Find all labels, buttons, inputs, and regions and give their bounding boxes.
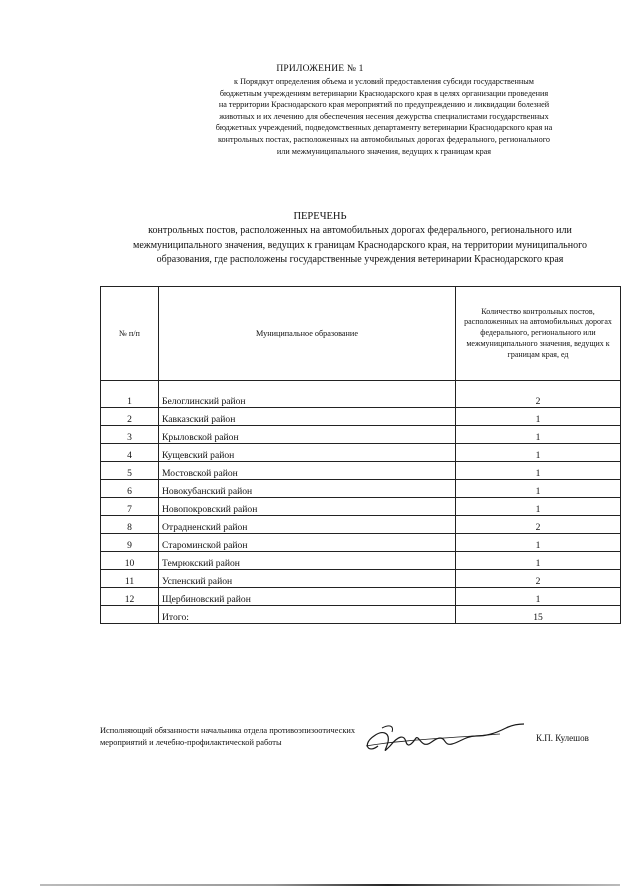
- row-num: 4: [101, 444, 159, 462]
- row-num: 8: [101, 516, 159, 534]
- appendix-subtitle: [186, 76, 582, 157]
- table-row: [101, 480, 621, 498]
- table-row: [101, 570, 621, 588]
- scan-edge-divider: [40, 884, 620, 886]
- handwritten-signature: [360, 716, 530, 764]
- table-row: [101, 381, 621, 408]
- list-subtitle-line: межмуниципального значения, ведущих к границам Краснодарского края, на территории муниципального: [133, 239, 587, 251]
- table-header-row: [101, 287, 621, 381]
- signer-position-line: Исполняющий обязанности начальника отдела противоэпизоотических: [100, 726, 356, 735]
- row-municipality: Отрадненский район: [159, 516, 456, 534]
- table-row: [101, 426, 621, 444]
- row-count: 2: [456, 516, 621, 534]
- appendix-subtitle-line: бюджетным учреждениям ветеринарии Краснодарского края в целях организации проведения: [219, 88, 549, 98]
- row-num: 2: [101, 408, 159, 426]
- table-row: [101, 444, 621, 462]
- total-label: Итого:: [159, 606, 456, 624]
- row-num: 12: [101, 588, 159, 606]
- appendix-subtitle-line: на территории Краснодарского края мероприятий по предупреждению и ликвидации болезней: [218, 100, 550, 110]
- row-num: 9: [101, 534, 159, 552]
- row-count: 2: [456, 381, 621, 408]
- table-row: [101, 516, 621, 534]
- header-municipality: Муниципальное образование: [159, 287, 456, 381]
- appendix-subtitle-line: бюджетных учреждений, подведомственных департаменту ветеринарии Краснодарского края на: [215, 123, 553, 133]
- row-municipality: Новопокровский район: [159, 498, 456, 516]
- table-row: [101, 534, 621, 552]
- appendix-subtitle-line: контрольных постах, расположенных на автомобильных дорогах федерального, регионального: [217, 134, 550, 144]
- row-count: 2: [456, 570, 621, 588]
- row-municipality: Белоглинский район: [159, 381, 456, 408]
- appendix-subtitle-line: или межмуниципального значения, ведущих к границам края: [276, 146, 492, 156]
- row-num: 7: [101, 498, 159, 516]
- row-num: 3: [101, 426, 159, 444]
- list-subtitle-line: контрольных постов, расположенных на автомобильных дорогах федерального, регионального или: [148, 225, 572, 236]
- appendix-title: ПРИЛОЖЕНИЕ № 1: [276, 64, 364, 74]
- row-num: 10: [101, 552, 159, 570]
- total-count: 15: [456, 606, 621, 624]
- row-municipality: Кавказский район: [159, 408, 456, 426]
- list-subtitle-line: образования, где расположены государственные учреждения ветеринарии Краснодарского края: [156, 254, 564, 265]
- row-num: 1: [101, 381, 159, 408]
- total-num-empty: [101, 606, 159, 624]
- list-title: ПЕРЕЧЕНЬ: [293, 211, 347, 222]
- list-subtitle: [100, 224, 620, 268]
- row-count: 1: [456, 408, 621, 426]
- row-count: 1: [456, 534, 621, 552]
- header-num: № п/п: [101, 287, 159, 381]
- row-count: 1: [456, 462, 621, 480]
- row-count: 1: [456, 480, 621, 498]
- row-count: 1: [456, 444, 621, 462]
- table-row: [101, 498, 621, 516]
- row-num: 11: [101, 570, 159, 588]
- row-num: 6: [101, 480, 159, 498]
- row-municipality: Крыловской район: [159, 426, 456, 444]
- row-count: 1: [456, 498, 621, 516]
- signer-position-line: мероприятий и лечебно-профилактической работы: [100, 738, 282, 747]
- row-count: 1: [456, 426, 621, 444]
- posts-table: [100, 286, 621, 624]
- row-municipality: Староминской район: [159, 534, 456, 552]
- row-municipality: Успенский район: [159, 570, 456, 588]
- table-total-row: [101, 606, 621, 624]
- row-count: 1: [456, 552, 621, 570]
- row-municipality: Щербиновский район: [159, 588, 456, 606]
- row-count: 1: [456, 588, 621, 606]
- table-row: [101, 462, 621, 480]
- appendix-subtitle-line: к Порядкут определения объема и условий предоставления субсиди государственным: [234, 77, 534, 86]
- row-municipality: Кущевский район: [159, 444, 456, 462]
- appendix-subtitle-line: животных и их лечению для обеспечения несения дежурства специалистами государственных: [219, 111, 549, 121]
- row-municipality: Новокубанский район: [159, 480, 456, 498]
- table-row: [101, 588, 621, 606]
- row-municipality: Мостовской район: [159, 462, 456, 480]
- row-num: 5: [101, 462, 159, 480]
- signer-name: К.П. Кулешов: [536, 733, 589, 743]
- table-row: [101, 552, 621, 570]
- signer-position: [100, 725, 400, 749]
- header-count: Количество контрольных постов, расположенных на автомобильных дорогах федерального, регионального или межмуниципального значения, ведущих к границам края, ед: [456, 287, 621, 381]
- row-municipality: Темрюкский район: [159, 552, 456, 570]
- table-row: [101, 408, 621, 426]
